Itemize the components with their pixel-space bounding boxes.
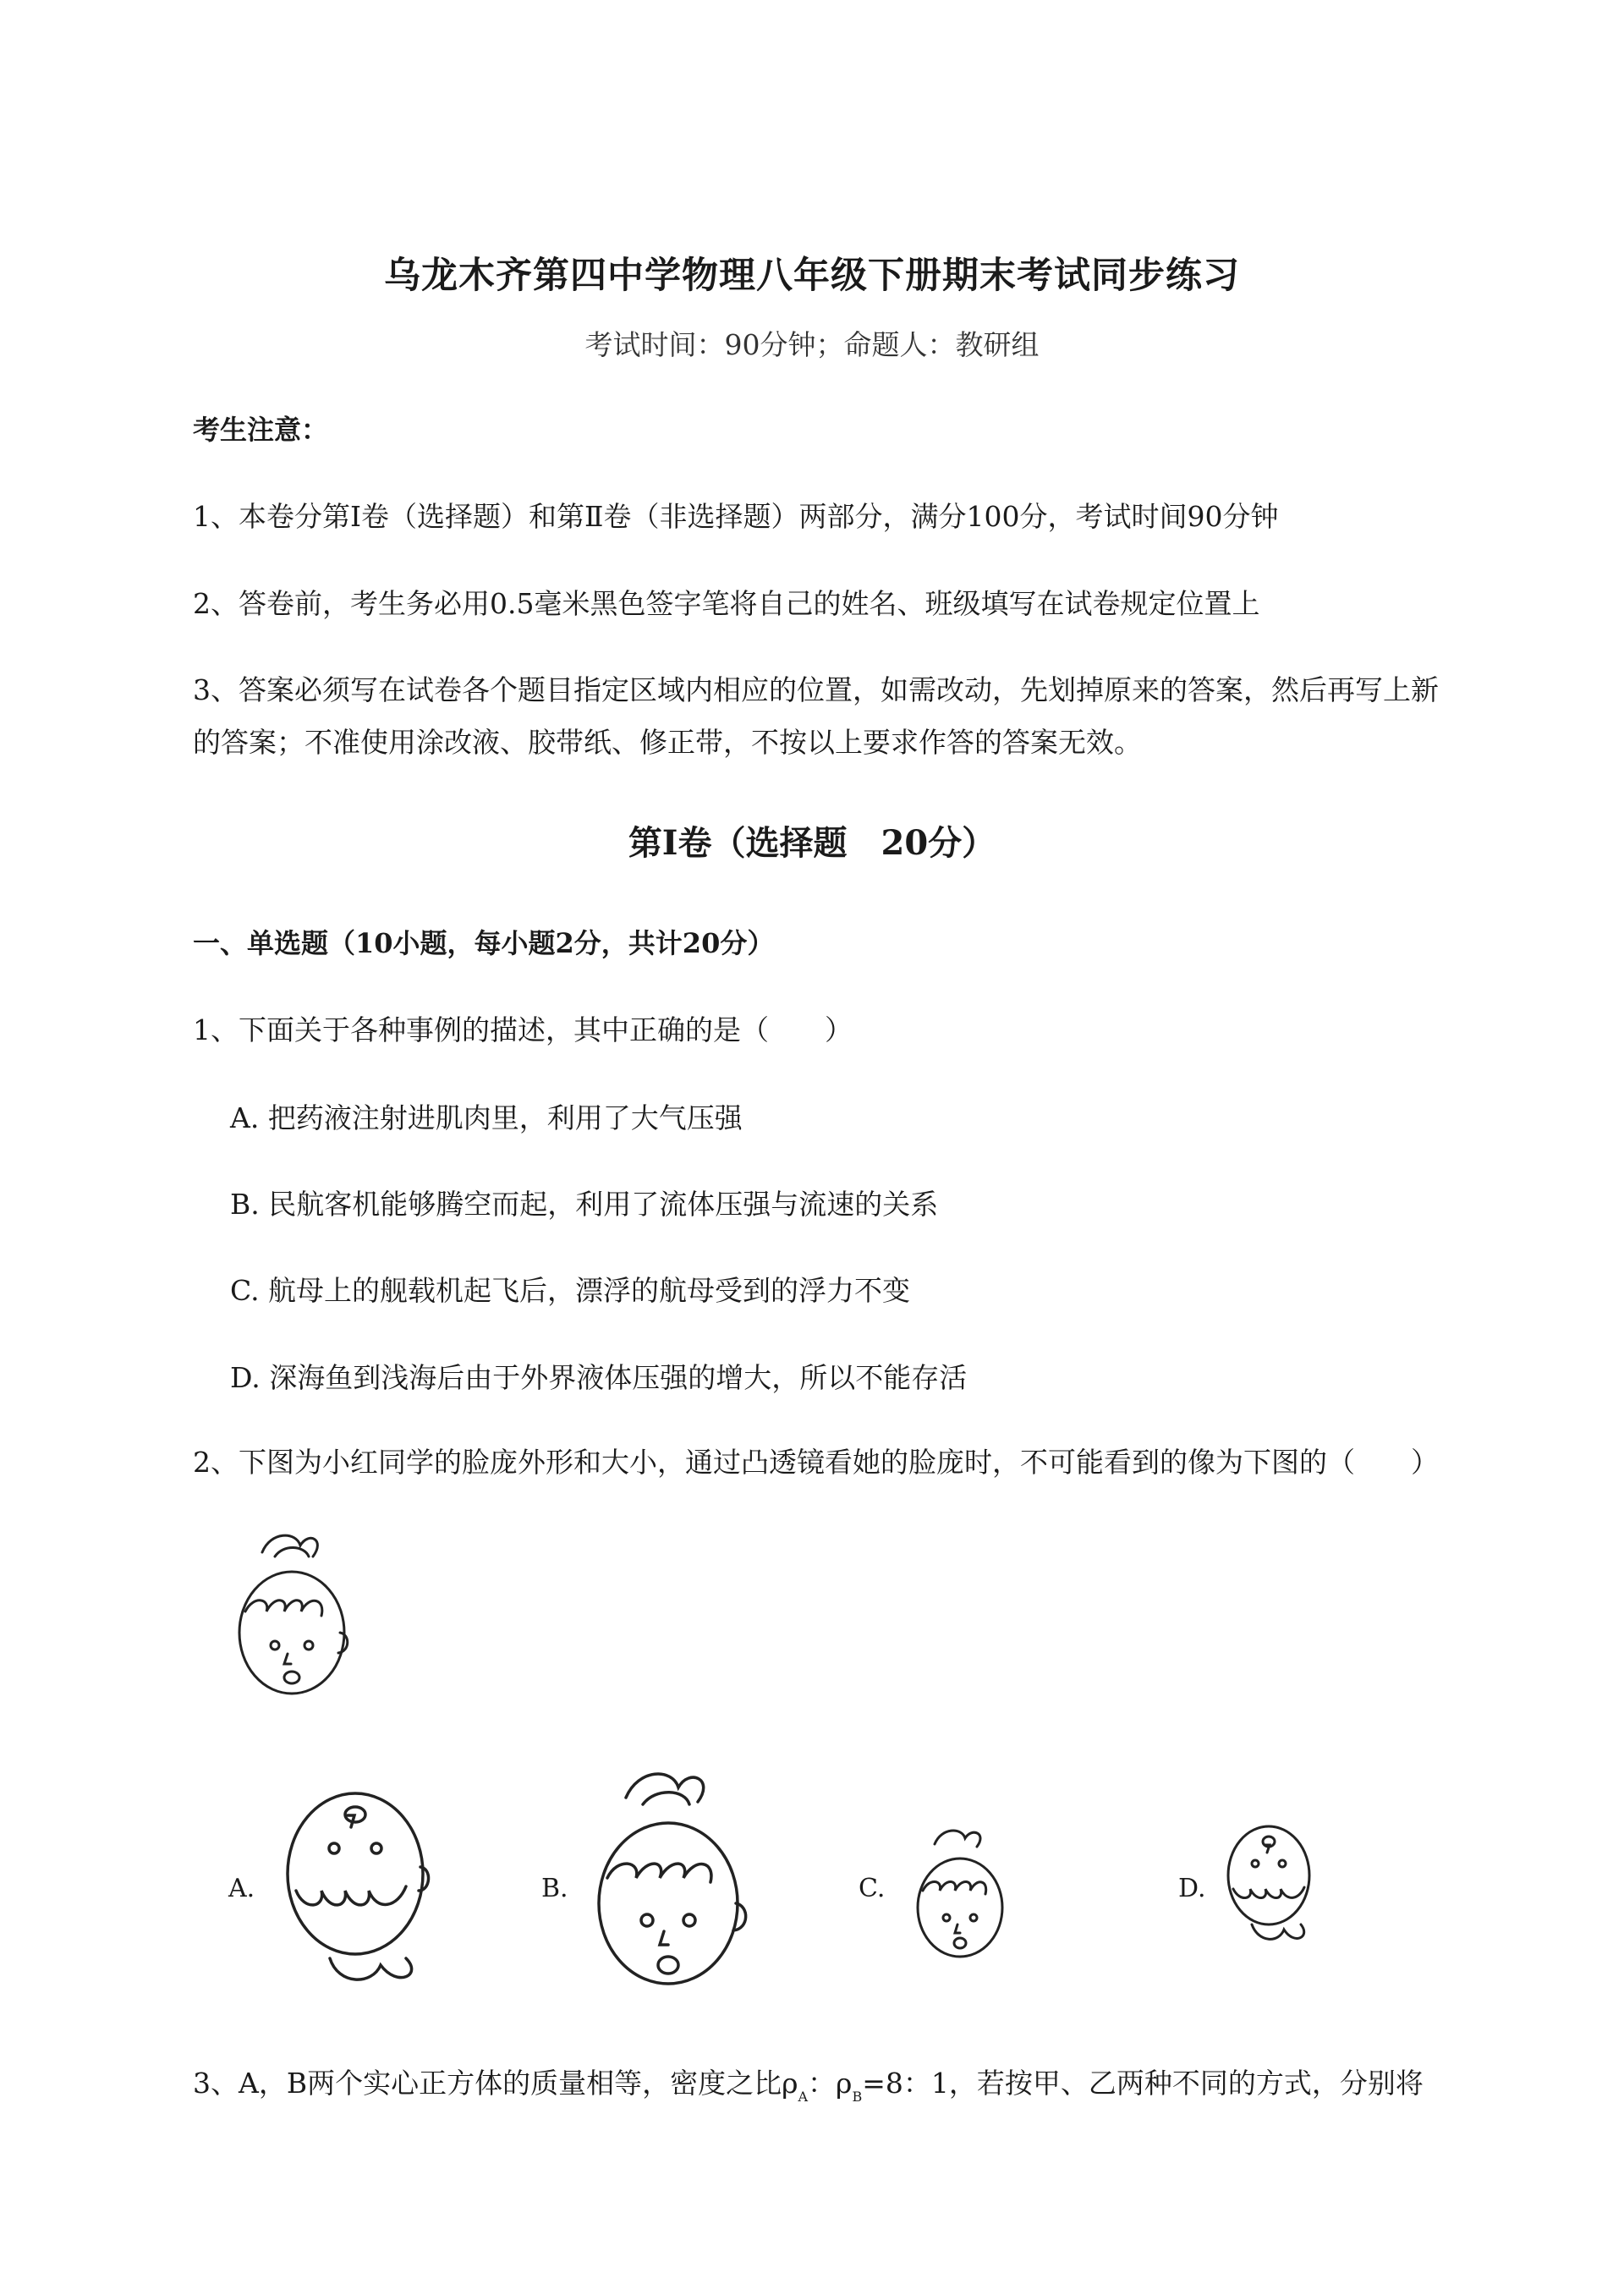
question-1-stem: 1、下面关于各种事例的描述，其中正确的是（ ） [193, 1013, 853, 1046]
question-1-option-b: B. 民航客机能够腾空而起，利用了流体压强与流速的关系 [230, 1188, 939, 1221]
option-c-label: C. [859, 1874, 886, 1903]
notice-item-3: 3、答案必须写在试卷各个题目指定区域内相应的位置，如需改动，先划掉原来的答案，然后再写上新 [193, 673, 1439, 706]
density-subscript-b: B [852, 2089, 863, 2105]
part-heading: 一、单选题（10小题，每小题2分，共计20分） [193, 927, 775, 959]
document-title: 乌龙木齐第四中学物理八年级下册期末考试同步练习 [384, 255, 1240, 297]
question-3-stem-start: 3、A，B两个实心正方体的质量相等，密度之比ρ [193, 2067, 798, 2100]
question-3-stem-end: =8：1，若按甲、乙两种不同的方式，分别将 [862, 2067, 1424, 2100]
option-d-face-drawing [1218, 1815, 1320, 1954]
question-1-option-a: A. 把药液注射进肌肉里，利用了大气压强 [230, 1101, 743, 1134]
option-b-face-drawing [584, 1764, 753, 2001]
option-c-face-drawing [909, 1823, 1011, 1963]
section-title: 第Ⅰ卷（选择题 20分） [628, 823, 996, 863]
notice-item-3-continued: 的答案；不准使用涂改液、胶带纸、修正带，不按以上要求作答的答案无效。 [193, 726, 1142, 759]
question-3-stem [193, 2062, 1424, 2105]
option-d-label: D. [1178, 1874, 1206, 1903]
reference-face-drawing [228, 1527, 355, 1705]
question-2-stem: 2、下图为小红同学的脸庞外形和大小，通过凸透镜看她的脸庞时，不可能看到的像为下图的（ ） [193, 1446, 1439, 1479]
question-1-option-d: D. 深海鱼到浅海后由于外界液体压强的增大，所以不能存活 [230, 1361, 968, 1394]
question-1-option-c: C. 航母上的舰载机起飞后，漂浮的航母受到的浮力不变 [230, 1274, 911, 1307]
density-subscript-a: A [798, 2089, 809, 2105]
notice-item-1: 1、本卷分第Ⅰ卷（选择题）和第Ⅱ卷（非选择题）两部分，满分100分，考试时间90分钟 [193, 500, 1279, 533]
option-b-label: B. [541, 1874, 568, 1903]
notice-heading: 考生注意： [193, 414, 329, 446]
notice-item-2: 2、答卷前，考生务必用0.5毫米黑色签字笔将自己的姓名、班级填写在试卷规定位置上 [193, 587, 1260, 620]
document-subtitle: 考试时间：90分钟；命题人：教研组 [584, 328, 1040, 361]
option-a-face-drawing [271, 1764, 440, 2001]
question-3-stem-mid: ：ρ [808, 2067, 853, 2100]
option-a-label: A. [228, 1874, 255, 1903]
